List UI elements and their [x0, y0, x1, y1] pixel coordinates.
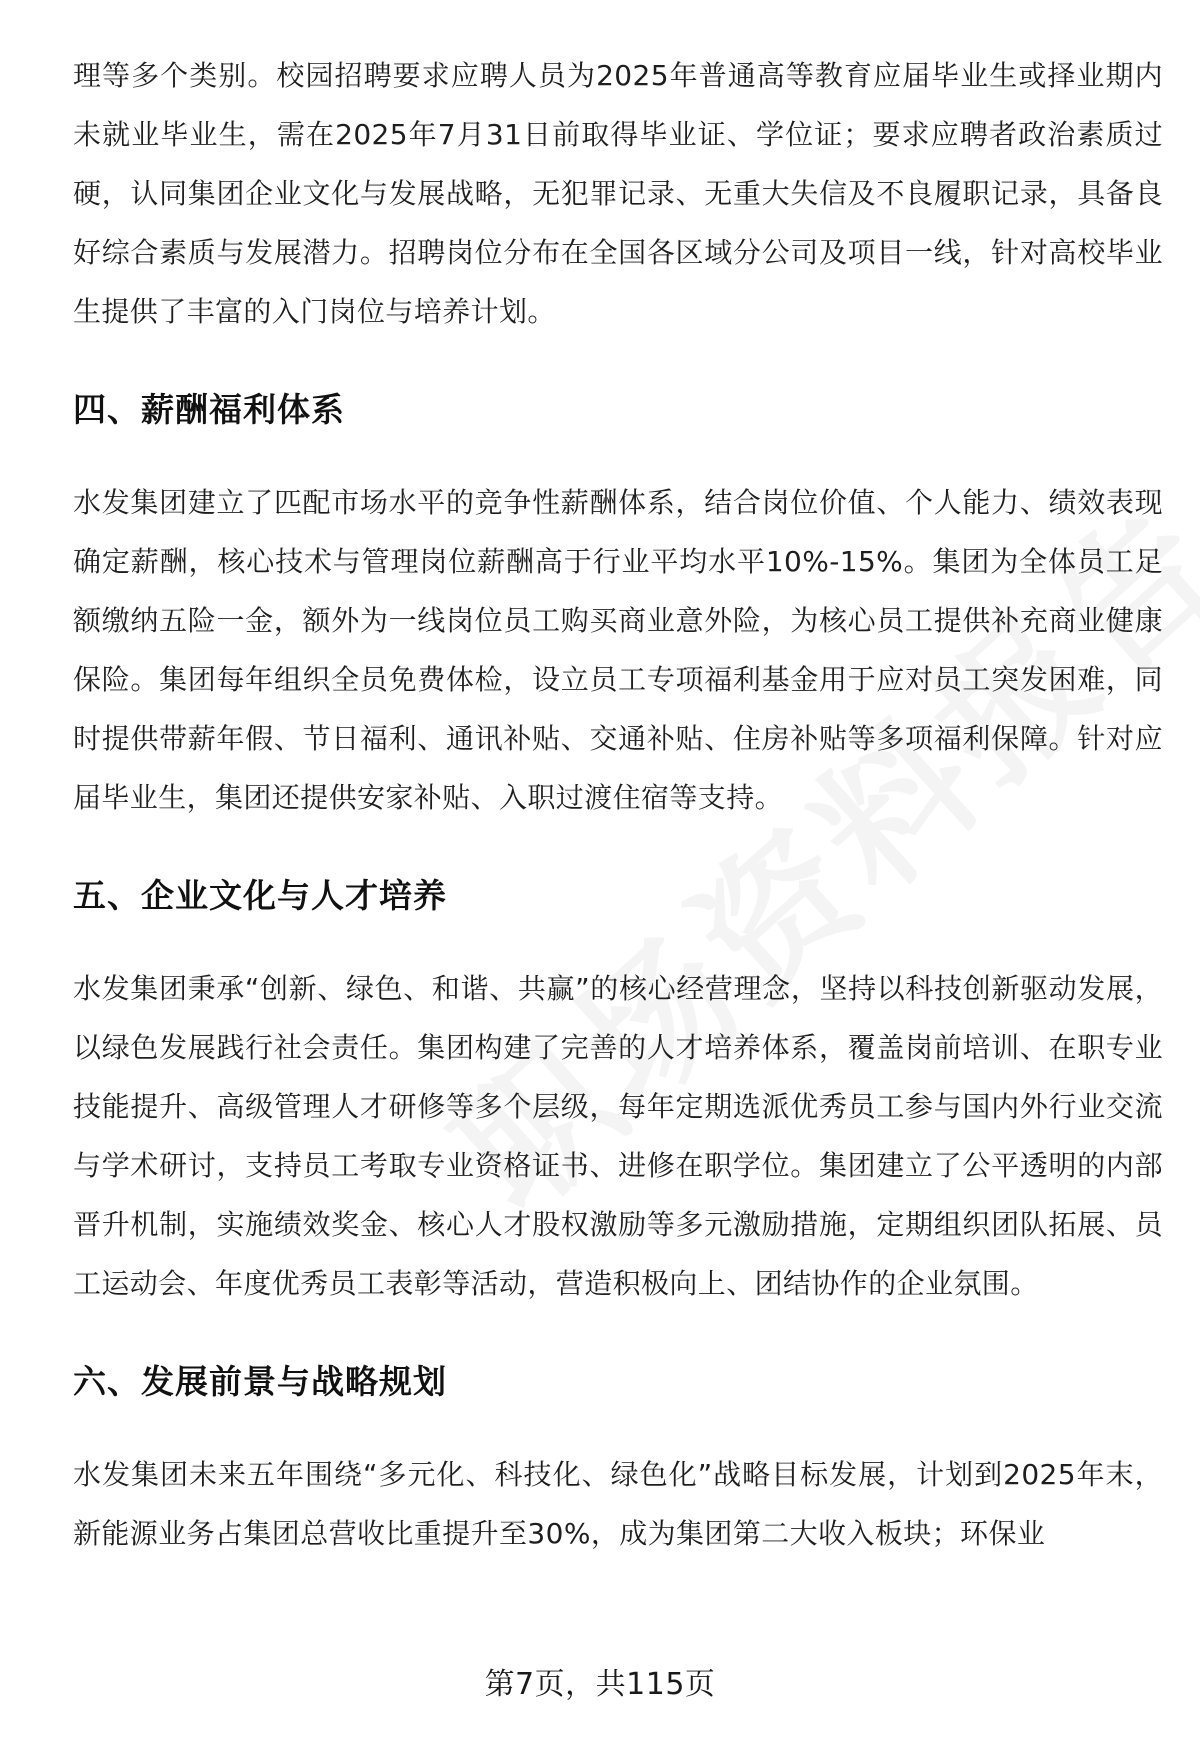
document-content	[73, 46, 1163, 1563]
paragraph-recruitment-continued: 理等多个类别。校园招聘要求应聘人员为2025年普通高等教育应届毕业生或择业期内未就业毕业生，需在2025年7月31日前取得毕业证、学位证；要求应聘者政治素质过硬，认同集团企业文化与发展战略，无犯罪记录、无重大失信及不良履职记录，具备良好综合素质与发展潜力。招聘岗位分布在全国各区域分公司及项目一线，针对高校毕业生提供了丰富的入门岗位与培养计划。	[73, 59, 1163, 328]
section-heading-strategy: 六、发展前景与战略规划	[73, 1362, 447, 1401]
paragraph-strategy: 水发集团未来五年围绕“多元化、科技化、绿色化”战略目标发展，计划到2025年末，新能源业务占集团总营收比重提升至30%，成为集团第二大收入板块；环保业	[73, 1458, 1163, 1550]
section-heading-culture: 五、企业文化与人才培养	[73, 876, 447, 915]
paragraph-culture: 水发集团秉承“创新、绿色、和谐、共赢”的核心经营理念，坚持以科技创新驱动发展，以绿色发展践行社会责任。集团构建了完善的人才培养体系，覆盖岗前培训、在职专业技能提升、高级管理人才研修等多个层级，每年定期选派优秀员工参与国内外行业交流与学术研讨，支持员工考取专业资格证书、进修在职学位。集团建立了公平透明的内部晋升机制，实施绩效奖金、核心人才股权激励等多元激励措施，定期组织团队拓展、员工运动会、年度优秀员工表彰等活动，营造积极向上、团结协作的企业氛围。	[73, 972, 1163, 1300]
page-number: 第7页，共115页	[484, 1667, 716, 1702]
paragraph-compensation: 水发集团建立了匹配市场水平的竞争性薪酬体系，结合岗位价值、个人能力、绩效表现确定薪酬，核心技术与管理岗位薪酬高于行业平均水平10%-15%。集团为全体员工足额缴纳五险一金，额外为一线岗位员工购买商业意外险，为核心员工提供补充商业健康保险。集团每年组织全员免费体检，设立员工专项福利基金用于应对员工突发困难，同时提供带薪年假、节日福利、通讯补贴、交通补贴、住房补贴等多项福利保障。针对应届毕业生，集团还提供安家补贴、入职过渡住宿等支持。	[73, 486, 1163, 814]
section-heading-compensation: 四、薪酬福利体系	[73, 390, 345, 429]
